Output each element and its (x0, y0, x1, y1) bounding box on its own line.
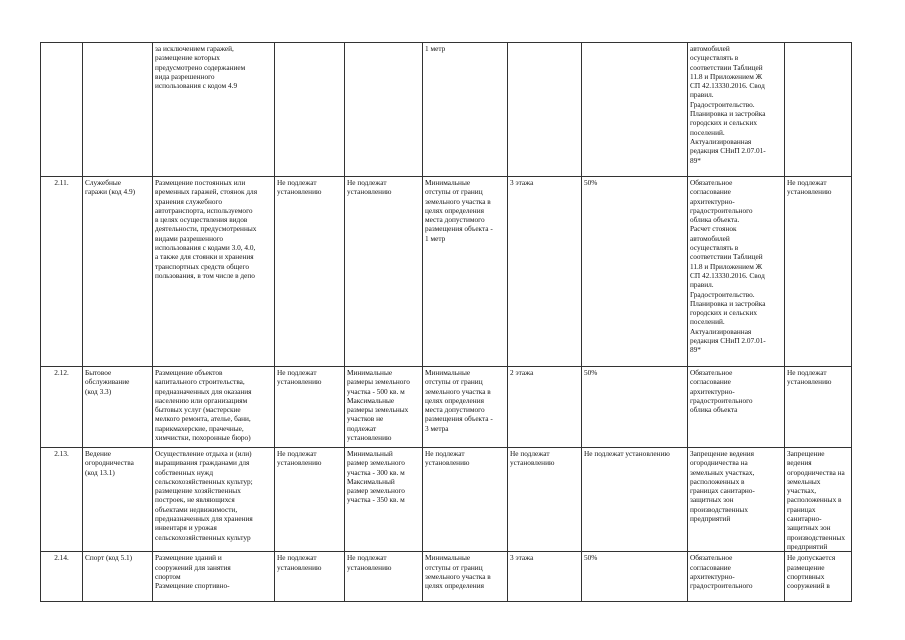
document-page (40, 42, 852, 602)
table-cell: Не подлежат установлению (275, 177, 345, 367)
zoning-regulations-table (40, 42, 852, 602)
use-description-cell: Осуществление отдыха и (или) выращивания гражданами для собственных нужд сельскохозяйственных культур; размещение хозяйственных построек, не являющихся объектами недвижимости, предназначенных для хранения инвентаря и урожая сельскохозяйственных культур (153, 448, 275, 552)
table-cell: Обязательное согласование архитектурно- градостроительного (688, 552, 785, 602)
table-cell: Не подлежат установлению (275, 367, 345, 448)
table-cell: Минимальные отступы от границ земельного участка в целях определения места допустимого размещения объекта - 3 метра (423, 367, 508, 448)
row-number (41, 43, 83, 177)
table-cell: Не подлежат установлению (423, 448, 508, 552)
table-cell: Запрещение ведения огородничества на земельных участках, расположенных в границах санитарно- защитных зон производственных предприятий (688, 448, 785, 552)
table-row (41, 552, 852, 602)
use-description-cell: за исключением гаражей, размещение которых предусмотрено содержанием вида разрешенного использования с кодом 4.9 (153, 43, 275, 177)
table-cell: 50% (582, 177, 688, 367)
row-number: 2.11. (41, 177, 83, 367)
row-number: 2.14. (41, 552, 83, 602)
use-description-cell: Размещение постоянных или временных гаражей, стоянок для хранения служебного автотранспорта, используемого в целях осуществления видов деятельности, предусмотренных видами разрешенного использования с кодами 3.0, 4.0, а также для стоянки и хранения транспортных средств общего пользования, в том числе в депо (153, 177, 275, 367)
table-cell: Минимальные отступы от границ земельного участка в целях определения места допустимого размещения объекта - 1 метр (423, 177, 508, 367)
table-cell: Не допускается размещение спортивных сооружений в (785, 552, 852, 602)
table-cell: Минимальные размеры земельного участка - 500 кв. м Максимальные размеры земельных участков не подлежат установлению (345, 367, 423, 448)
table-cell: Минимальные отступы от границ земельного участка в целях определения (423, 552, 508, 602)
table-cell: автомобилей осуществлять в соответствии Таблицей 11.8 и Приложением Ж СП 42.13330.2016. Свод правил. Градостроительство. Планировка и застройка городских и сельских поселений. Актуализированная редакция СНиП 2.07.01- 89* (688, 43, 785, 177)
use-name-cell: Ведение огородничества (код 13.1) (83, 448, 153, 552)
table-cell: Не подлежат установлению (275, 552, 345, 602)
table-cell: 2 этажа (508, 367, 582, 448)
use-name-cell: Бытовое обслуживание (код 3.3) (83, 367, 153, 448)
table-cell: 50% (582, 552, 688, 602)
table-cell: Обязательное согласование архитектурно- градостроительного облика объекта (688, 367, 785, 448)
table-cell: Не подлежат установлению (345, 552, 423, 602)
table-cell: Не подлежат установлению (275, 448, 345, 552)
row-number: 2.13. (41, 448, 83, 552)
use-name-cell: Спорт (код 5.1) (83, 552, 153, 602)
table-cell (345, 43, 423, 177)
table-cell: Не подлежат установлению (508, 448, 582, 552)
table-cell: Запрещение ведения огородничества на земельных участках, расположенных в границах санитарно- защитных зон производственных предприятий (785, 448, 852, 552)
table-row (41, 43, 852, 177)
table-cell: 3 этажа (508, 177, 582, 367)
table-cell: 1 метр (423, 43, 508, 177)
table-cell (582, 43, 688, 177)
table-cell: 3 этажа (508, 552, 582, 602)
use-description-cell: Размещение зданий и сооружений для занятия спортом Размещение спортивно- (153, 552, 275, 602)
table-cell: Не подлежат установлению (785, 367, 852, 448)
table-row (41, 367, 852, 448)
table-cell: 50% (582, 367, 688, 448)
table-cell: Не подлежат установлению (345, 177, 423, 367)
table-row (41, 177, 852, 367)
table-cell: Не подлежат установлению (582, 448, 688, 552)
use-name-cell (83, 43, 153, 177)
table-cell: Минимальный размер земельного участка - 300 кв. м Максимальный размер земельного участка - 350 кв. м (345, 448, 423, 552)
use-name-cell: Служебные гаражи (код 4.9) (83, 177, 153, 367)
table-cell (508, 43, 582, 177)
table-row (41, 448, 852, 552)
table-cell: Обязательное согласование архитектурно- градостроительного облика объекта. Расчет стоянок автомобилей осуществлять в соответствии Таблицей 11.8 и Приложением Ж СП 42.13330.2016. Свод правил. Градостроительство. Планировка и застройка городских и сельских поселений. Актуализированная редакция СНиП 2.07.01- 89* (688, 177, 785, 367)
row-number: 2.12. (41, 367, 83, 448)
table-cell (785, 43, 852, 177)
use-description-cell: Размещение объектов капитального строительства, предназначенных для оказания населению или организациям бытовых услуг (мастерские мелкого ремонта, ателье, бани, парикмахерские, прачечные, химчистки, похоронные бюро) (153, 367, 275, 448)
table-cell: Не подлежат установлению (785, 177, 852, 367)
table-cell (275, 43, 345, 177)
